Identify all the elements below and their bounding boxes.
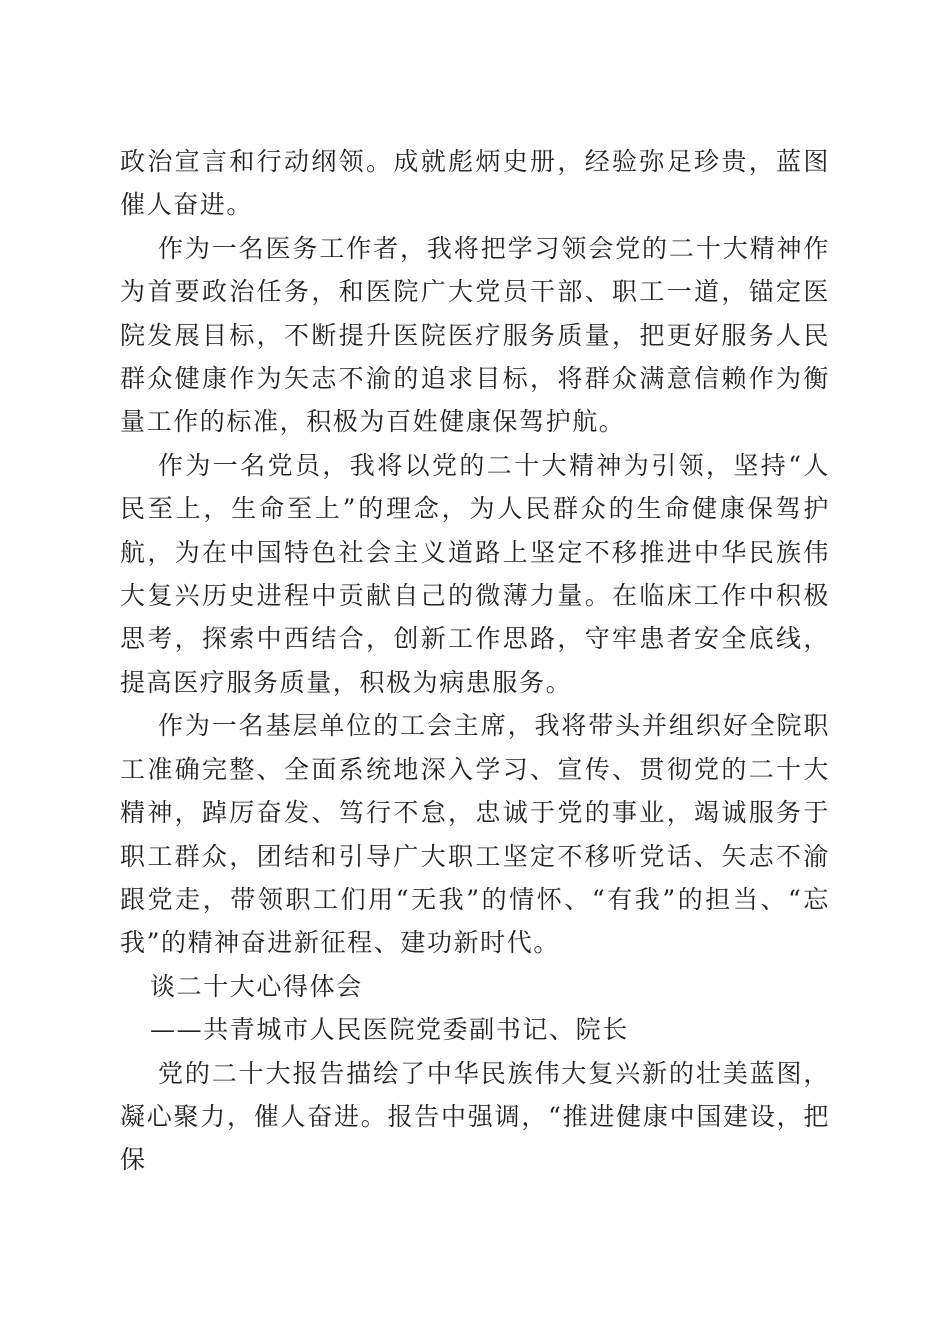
paragraph-union-chair: 作为一名基层单位的工会主席，我将带头并组织好全院职工准确完整、全面系统地深入学习、宣传、贯彻党的二十大精神，踔厉奋发、笃行不怠，忠诚于党的事业，竭诚服务于职工群众，团结和引导广大职工坚定不移听党话、矢志不渝跟党走，带领职工们用“无我”的情怀、“有我”的担当、“忘我”的精神奋进新征程、建功新时代。 [120,711,830,958]
section-title: 谈二十大心得体会 [150,971,363,1001]
paragraph-party-member: 作为一名党员，我将以党的二十大精神为引领，坚持“人民至上，生命至上”的理念，为人民群众的生命健康保驾护航，为在中国特色社会主义道路上坚定不移推进中华民族伟大复兴历史进程中贡献自己的微薄力量。在临床工作中积极思考，探索中西结合，创新工作思路，守牢患者安全底线，提高医疗服务质量，积极为病患服务。 [120,450,830,697]
paragraph-continuation: 政治宣言和行动纲领。成就彪炳史册，经验弥足珍贵，蓝图催人奋进。 [120,147,830,220]
paragraph-final: 党的二十大报告描绘了中华民族伟大复兴新的壮美蓝图，凝心聚力，催人奋进。报告中强调，“推进健康中国建设，把保 [120,1058,830,1175]
paragraph-medical-worker: 作为一名医务工作者，我将把学习领会党的二十大精神作为首要政治任务，和医院广大党员干部、职工一道，锚定医院发展目标，不断提升医院医疗服务质量，把更好服务人民群众健康作为矢志不渝的追求目标，将群众满意信赖作为衡量工作的标准，积极为百姓健康保驾护航。 [120,233,830,437]
document-body [120,140,830,1182]
section-author: ——共青城市人民医院党委副书记、院长 [150,1015,629,1045]
